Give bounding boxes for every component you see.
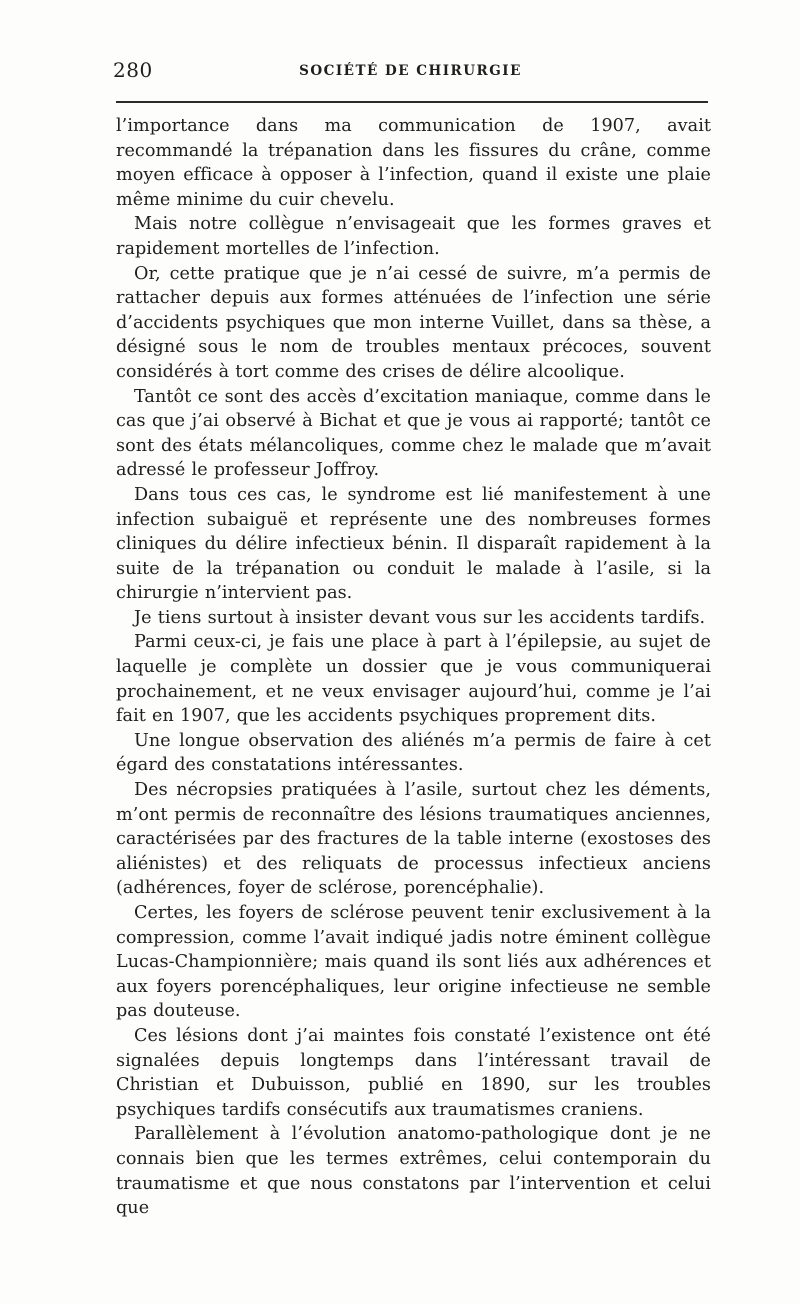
paragraph: Tantôt ce sont des accès d’excitation maniaque, comme dans le cas que j’ai observé à Bichat et que je vous ai rapporté; tantôt ce sont des états mélancoliques, comme chez le malade que m’avait adressé le professeur Joffroy.	[116, 386, 711, 481]
paragraph: Ces lésions dont j’ai maintes fois constaté l’existence ont été signalées depuis longtemps dans l’intéressant travail de Christian et Dubuisson, publié en 1890, sur les troubles psychiques tardifs consécutifs aux traumatismes craniens.	[116, 1025, 711, 1120]
paragraph: Je tiens surtout à insister devant vous sur les accidents tardifs.	[134, 607, 706, 628]
paragraph: Dans tous ces cas, le syndrome est lié manifestement à une infection subaiguë et représente une des nombreuses formes cliniques du délire infectieux bénin. Il disparaît rapidement à la suite de la trépanation ou conduit le malade à l’asile, si la chirurgie n’intervient pas.	[116, 484, 711, 604]
paragraph: Certes, les foyers de sclérose peuvent tenir exclusivement à la compression, comme l’avait indiqué jadis notre éminent collègue Lucas-Championnière; mais quand ils sont liés aux adhérences et aux foyers porencéphaliques, leur origine infectieuse ne semble pas douteuse.	[116, 903, 711, 1022]
body-text	[116, 114, 711, 1221]
page-header	[113, 58, 708, 88]
running-title: SOCIÉTÉ DE CHIRURGIE	[299, 63, 522, 79]
page-number: 280	[113, 58, 153, 82]
paragraph: Parmi ceux-ci, je fais une place à part à l’épilepsie, au sujet de laquelle je complète un dossier que je vous communiquerai prochainement, et ne veux envisager aujourd’hui, comme je l’ai fait en 1907, que les accidents psychiques proprement dits.	[116, 632, 711, 727]
paragraph: Parallèlement à l’évolution anatomo-pathologique dont je ne connais bien que les termes extrêmes, celui contemporain du traumatisme et que nous constatons par l’intervention et celui que	[116, 1124, 711, 1219]
paragraph: l’importance dans ma communication de 1907, avait recommandé la trépanation dans les fissures du crâne, comme moyen efficace à opposer à l’infection, quand il existe une plaie même minime du cuir chevelu.	[116, 116, 711, 210]
header-rule	[116, 101, 708, 103]
paragraph: Mais notre collègue n’envisageait que les formes graves et rapidement mortelles de l’infection.	[116, 214, 711, 259]
paragraph: Des nécropsies pratiquées à l’asile, surtout chez les déments, m’ont permis de reconnaître des lésions traumatiques anciennes, caractérisées par des fractures de la table interne (exostoses des aliénistes) et des reliquats de processus infectieux anciens (adhérences, foyer de sclérose, porencéphalie).	[116, 780, 711, 899]
paragraph: Une longue observation des aliénés m’a permis de faire à cet égard des constatations intéressantes.	[116, 730, 711, 776]
paragraph: Or, cette pratique que je n’ai cessé de suivre, m’a permis de rattacher depuis aux formes atténuées de l’infection une série d’accidents psychiques que mon interne Vuillet, dans sa thèse, a désigné sous le nom de troubles mentaux précoces, souvent considérés à tort comme des crises de délire alcoolique.	[116, 263, 711, 382]
